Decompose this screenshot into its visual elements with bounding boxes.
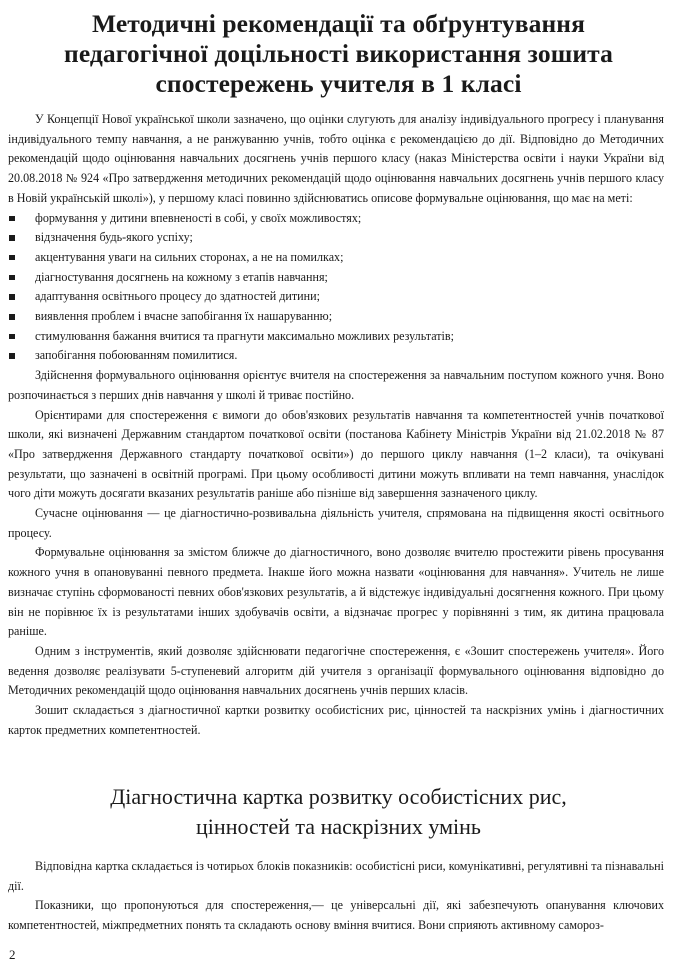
list-item-text: запобігання побоюванням помилитися. [35,348,238,363]
square-bullet-icon [9,294,15,300]
body-paragraph: Формувальне оцінювання за змістом ближче до діагностичного, воно дозволяє вчителю простежити рівень просування кожного учня в опановуванні певного предмета. Інакше його можна назвати «оцінювання для навчання». Учитель не лише визначає ступінь сформованості певних обов'язкових результатів, а й відстежує індивідуальні досягнення кожного. При цьому він не порівнює їх із результатами інших здобувачів освіти, а відзначає прогрес у порівнянні з тим, як дитина працювала раніше. [8,545,664,639]
section-body [8,857,664,936]
list-item [8,268,664,288]
list-item [8,287,664,307]
document-body [8,110,664,741]
list-item-text: стимулювання бажання вчитися та прагнути максимально можливих результатів; [35,328,454,343]
list-item [8,248,664,268]
body-paragraph: Одним з інструментів, який дозволяє здійснювати педагогічне спостереження, є «Зошит спостережень учителя». Його ведення дозволяє реалізувати 5-ступеневий алгоритм дій учителя з організації формувального оцінювання відповідно до Методичних рекомендацій щодо оцінювання навчальних досягнень учнів перших класів. [8,643,664,698]
body-paragraph: Орієнтирами для спостереження є вимоги до обов'язкових результатів навчання та компетентностей учнів початкової школи, які визначені Державним стандартом початкової освіти (постанова Кабінету Міністрів України від 21.02.2018 № 87 «Про затвердження Державного стандарту початкової освіти») до першого циклу навчання (1–2 класи), та очікувані результати, що зазначені в освітній програмі. При цьому особливості дитини можуть впливати на темп навчання, унаслідок чого діти можуть досягати вказаних результатів раніше або пізніше від завершення зазначеного циклу. [8,407,664,501]
body-paragraph: Сучасне оцінювання — це діагностично-розвивальна діяльність учителя, спрямована на підвищення якості освітнього процесу. [8,506,664,540]
page-number: 2 [9,947,16,962]
list-item [8,346,664,366]
goals-list [8,209,664,367]
square-bullet-icon [9,216,15,222]
body-paragraph: Показники, що пропонуються для спостереження,— це універсальні дії, які забезпечують опанування ключових компетентностей, міжпредметних понять та складають основу вміння вчитися. Вони сприяють активному самороз- [8,898,664,933]
square-bullet-icon [9,314,15,320]
document-title-line: спостережень учителя в 1 класі [155,69,522,98]
section-title-line: цінностей та наскрізних умінь [196,813,481,839]
square-bullet-icon [9,353,15,359]
document-title-line: Методичні рекомендації та обґрунтування [92,9,585,38]
square-bullet-icon [9,255,15,261]
list-item-text: акцентування уваги на сильних сторонах, а не на помилках; [35,249,344,264]
list-item-text: відзначення будь-якого успіху; [35,230,193,245]
list-item-text: адаптування освітнього процесу до здатностей дитини; [35,289,320,304]
list-item [8,327,664,347]
list-item-text: виявлення проблем і вчасне запобігання їх нашаруванню; [35,309,333,324]
list-item-text: формування у дитини впевненості в собі, у своїх можливостях; [35,210,362,225]
list-item [8,228,664,248]
body-paragraph: Відповідна картка складається із чотирьох блоків показників: особистісні риси, комунікативні, регулятивні та пізнавальні дії. [8,859,664,893]
square-bullet-icon [9,235,15,241]
body-paragraph: Зошит складається з діагностичної картки розвитку особистісних рис, цінностей та наскрізних умінь і діагностичних карток предметних компетентностей. [8,703,664,737]
square-bullet-icon [9,275,15,281]
body-paragraph: Здійснення формувального оцінювання орієнтує вчителя на спостереження за навчальним поступом кожного учня. Воно розпочинається з перших днів навчання у школі й триває постійно. [8,368,664,402]
section-title [0,782,677,841]
list-item-text: діагностування досягнень на кожному з етапів навчання; [35,269,328,284]
document-title [0,0,677,99]
document-title-line: педагогічної доцільності використання зошита [64,39,613,68]
square-bullet-icon [9,334,15,340]
list-item [8,307,664,327]
section-title-line: Діагностична картка розвитку особистісних рис, [110,784,567,809]
intro-paragraph: У Концепції Нової української школи зазначено, що оцінки слугують для аналізу індивідуального прогресу і планування індивідуального темпу навчання, а не ранжуванню учнів, тобто оцінка є рекомендацією до дії. Відповідно до Методичних рекомендацій щодо оцінювання навчальних досягнень учнів першого класу (наказ Міністерства освіти і науки України від 20.08.2018 № 924 «Про затвердження методичних рекомендацій щодо оцінювання навчальних досягнень учнів першого класу в Новій українській школі»), у першому класі повинно здійснюватись описове формувальне оцінювання, що має на меті: [8,112,664,205]
list-item [8,209,664,229]
